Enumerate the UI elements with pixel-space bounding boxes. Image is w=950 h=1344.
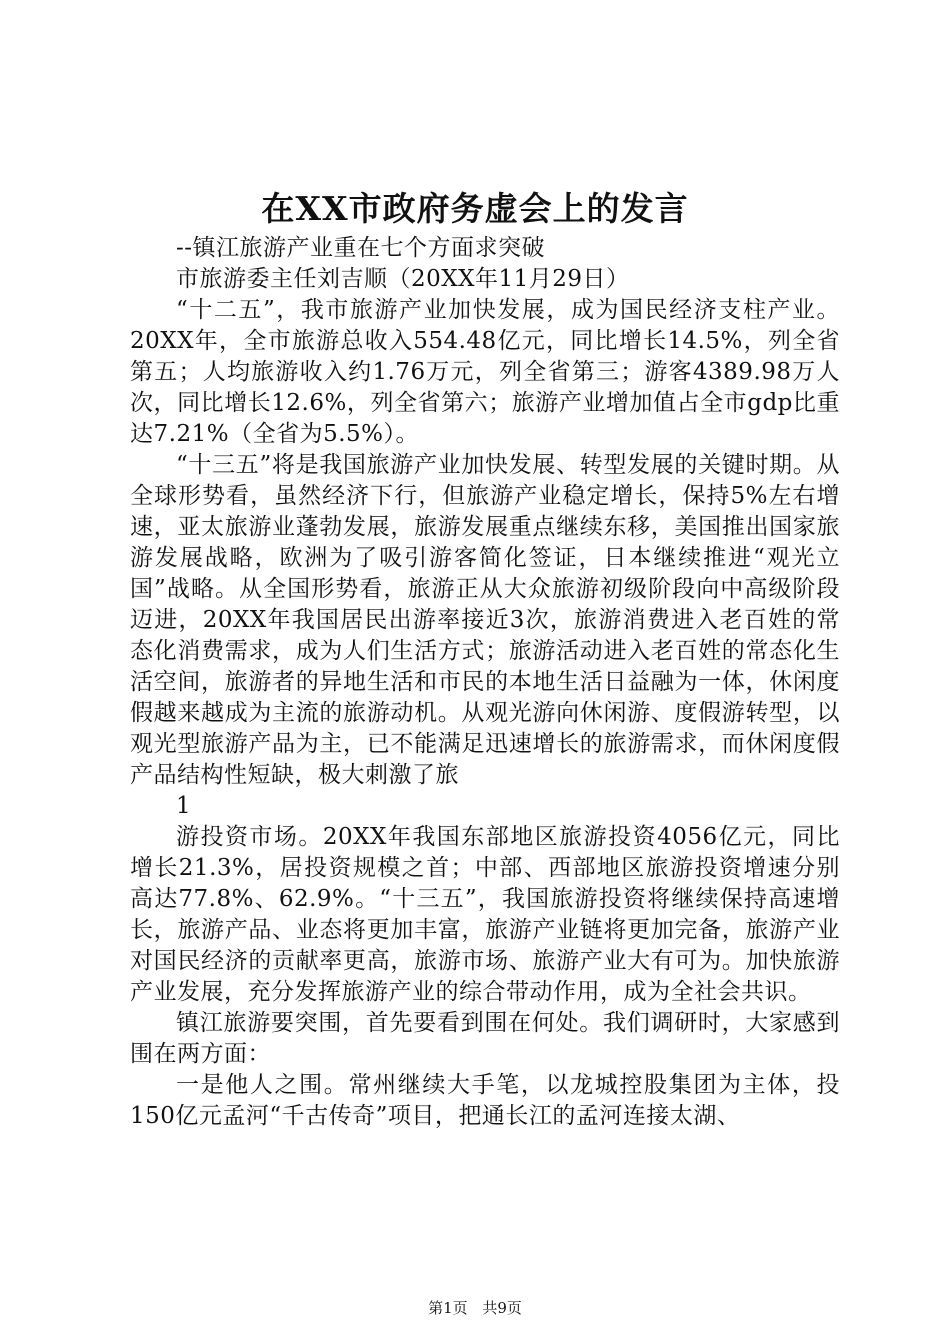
body-paragraph: 游投资市场。20XX年我国东部地区旅游投资4056亿元，同比增长21.3%，居投资规模之首；中部、西部地区旅游投资增速分别高达77.8%、62.9%。“十三五”，我国旅游投资将继续保持高速增长，旅游产品、业态将更加丰富，旅游产业链将更加完备，旅游产业对国民经济的贡献率更高，旅游市场、旅游产业大有可为。加快旅游产业发展，充分发挥旅游产业的综合带动作用，成为全社会共识。 [130,824,840,1005]
body-paragraph: “十三五”将是我国旅游产业加快发展、转型发展的关键时期。从全球形势看，虽然经济下行，但旅游产业稳定增长，保持5%左右增速，亚太旅游业蓬勃发展，旅游发展重点继续东移，美国推出国家旅游发展战略，欧洲为了吸引游客简化签证，日本继续推进“观光立国”战略。从全国形势看，旅游正从大众旅游初级阶段向中高级阶段迈进，20XX年我国居民出游率接近3次，旅游消费进入老百姓的常态化消费需求，成为人们生活方式；旅游活动进入老百姓的常态化生活空间，旅游者的异地生活和市民的本地生活日益融为一体，休闲度假越来越成为主流的旅游动机。从观光游向休闲游、度假游转型，以观光型旅游产品为主，已不能满足迅速增长的旅游需求，而休闲度假产品结构性短缺，极大刺激了旅 [130,452,840,788]
page-footer [0,1298,950,1318]
total-pages-label: 共9页 [482,1299,522,1317]
document-byline: 市旅游委主任刘吉顺（20XX年11月29日） [176,266,630,292]
document-body [130,233,840,1132]
body-paragraph: “十二五”，我市旅游产业加快发展，成为国民经济支柱产业。20XX年，全市旅游总收入554.48亿元，同比增长14.5%，列全省第五；人均旅游收入约1.76万元，列全省第三；游客4389.98万人次，同比增长12.6%，列全省第六；旅游产业增加值占全市gdp比重达7.21%（全省为5.5%）。 [130,297,840,447]
inline-page-number: 1 [176,793,192,819]
body-paragraph: 镇江旅游要突围，首先要看到围在何处。我们调研时，大家感到围在两方面： [130,1010,840,1067]
document-subtitle: --镇江旅游产业重在七个方面求突破 [176,235,546,261]
page-number-label: 第1页 [428,1299,468,1317]
document-title: 在XX市政府务虚会上的发言 [261,189,689,228]
body-paragraph: 一是他人之围。常州继续大手笔，以龙城控股集团为主体，投150亿元孟河“千古传奇”项目，把通长江的孟河连接太湖、 [130,1072,840,1129]
